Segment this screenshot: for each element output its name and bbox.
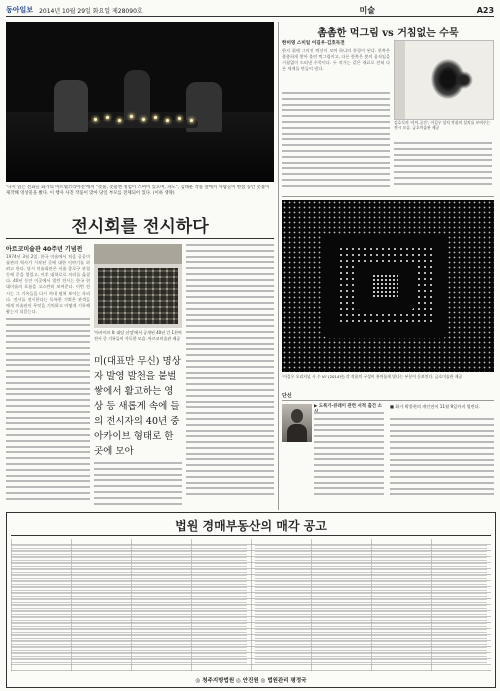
main-photo-caption: '다시 읽는 전화들 화가의 아트랩코리아전'에서 "촛불, 촛불엔 정엄이 스며이 있으며, 파도", 김태운 작품 앞에서 사람들이 한참 동안 촛불이 제작해 영상물을 봤다. 이 행사 사진 작품이 맞아 당일 부모를 전체되어 있다. (이하 생략) (6, 185, 270, 196)
auction-footer: ◎ 청주지방법원 ◎ 안진원 ◎ 법원관리 평정국 (195, 678, 307, 684)
ink-painting-caption: 김호득의 '사이-공간', 이길우 설치 작품의 설치를 보여주는 전시 모습. 금호미술관 제공 (394, 120, 491, 130)
dot-artwork-photo (282, 200, 494, 372)
center-right-text-lines (186, 244, 274, 506)
right-article-body: 한지 위에 그어진 먹선이 모여 하나의 풍경이 된다. 한쪽은 촘촘하게 쌓아 올린 먹그림이고, 다른 한쪽은 붓의 움직임을 거침없이 드러낸 수묵이다. 두 작가는 같은 재료로 전혀 다른 세계를 만들어 낸다. (282, 48, 390, 72)
main-photo (6, 22, 274, 182)
left-article-text-lines (6, 318, 90, 506)
ink-painting-photo (394, 40, 494, 120)
brief-portrait-photo (282, 404, 312, 442)
person-center-figure (124, 70, 150, 126)
candle-light (142, 118, 145, 121)
archive-photo (94, 244, 182, 328)
auction-notice (6, 512, 496, 688)
brief-text-lines-2 (390, 418, 494, 504)
right-article-title: 촘촘한 먹그림 vs 거침없는 수묵 (317, 28, 459, 39)
candle-light (178, 117, 181, 120)
auction-title: 법원 경매부동산의 매각 공고 (175, 519, 327, 533)
brief-item-2: ■ 화가 박종현의 개인전이 11월 9일까지 열린다. (390, 404, 481, 409)
right-article-text-lines (282, 92, 390, 192)
center-article-text-lines (94, 462, 182, 506)
candle-light (130, 115, 133, 118)
right-article-byline: 한미영 스미일 이길우·김호득전 (282, 41, 345, 46)
page-number: A23 (476, 5, 495, 15)
candle-light (118, 119, 121, 122)
dot-artwork-caption: '이길우 오리지널 시 수 VI' (2014년) 각 작품의 구성이 흥미롭게 빛나는 부분이 돋보인다. 금호미술관 제공 (282, 374, 463, 379)
brief-item-1: ▶ 도록가·큐레이 관련 서적 출간 소 (314, 404, 382, 409)
issue-date: 2014년 10월 29일 화요일 제28090호 (39, 7, 143, 15)
candle-light (190, 119, 193, 122)
left-article-body: 1974년 3월 2일. 한국 미술에서 처음 공공미술관의 역사가 시작된 곳에 대한 이야기를 하려고 한다. 당시 미술회관은 서울 종로구 관철동에 문을 열었고, 이후 대학로로 자리를 옮겼다. 40년 동안 이곳에서 열린 전시는 한국 현대미술의 흐름을 고스란히 보여준다. 이번 전시는 그 기록들을 다시 꺼내 펼쳐 보이는 자리다. 전시를 전시한다는 독특한 기획은 관객들에게 미술관이 무엇을 기억하고 어떻게 기록해 왔는지 되묻는다. (6, 254, 90, 314)
page-header (6, 4, 494, 17)
newspaper-logo: 동아일보 (6, 6, 34, 14)
archive-photo-caption: '아카이브 Ⅱ: 대담 선정'에서 공개된 40년 간 1천여 전시 중 기록들이 가득한 모습. 아르코미술관 제공 (94, 330, 182, 341)
candle-light (106, 116, 109, 119)
person-left-figure (54, 80, 88, 132)
left-article-subhead: 아르코미술관 40주년 기념전 (6, 246, 83, 253)
brief-text-lines-1 (314, 412, 384, 504)
candle-light (94, 118, 97, 121)
candle-light (166, 119, 169, 122)
right-article-text-lines-2 (394, 142, 492, 192)
pull-quote: 미(대표만 무신) 명상자 발영 발천을 붙벌 쌓에서 활고하는 영상 등 새롭게 속에 들의 전시자의 40년 중 아카이브 형태로 한곳에 모아 (94, 356, 181, 457)
section-name: 미술 (359, 5, 376, 15)
candle-light (154, 116, 157, 119)
main-headline: 전시회를 전시하다 (71, 217, 209, 237)
briefs-label: 단신 (282, 393, 292, 399)
